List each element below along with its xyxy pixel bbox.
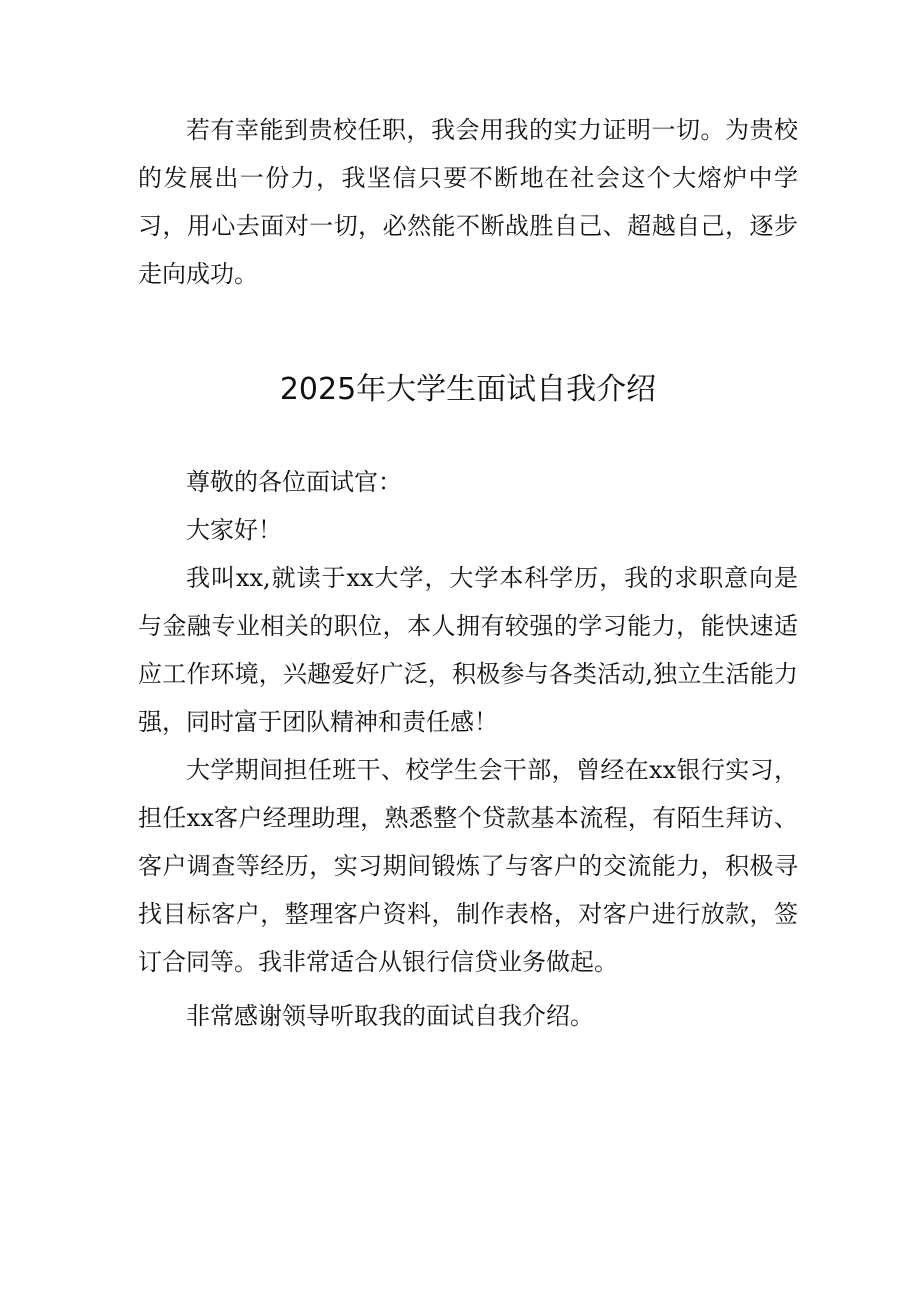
intro-paragraph: 若有幸能到贵校任职，我会用我的实力证明一切。为贵校的发展出一份力，我坚信只要不断地在社会这个大熔炉中学习，用心去面对一切，必然能不断战胜自己、超越自己，逐步走向成功。: [138, 116, 798, 288]
salutation: 尊敬的各位面试官：: [186, 468, 402, 496]
spacer: [138, 298, 798, 366]
document-page: [138, 106, 798, 1040]
document-title: 2025年大学生面试自我介绍: [279, 372, 657, 407]
closing-paragraph: 非常感谢领导听取我的面试自我介绍。: [186, 1002, 594, 1030]
greeting: 大家好！: [186, 516, 282, 544]
body-paragraph-1: 我叫xx,就读于xx大学，大学本科学历，我的求职意向是与金融专业相关的职位，本人拥有较强的学习能力，能快速适应工作环境，兴趣爱好广泛，积极参与各类活动,独立生活能力强，同时富于团队精神和责任感！: [138, 564, 798, 736]
spacer: [138, 414, 798, 458]
body-paragraph-2: 大学期间担任班干、校学生会干部，曾经在xx银行实习，担任xx客户经理助理，熟悉整个贷款基本流程，有陌生拜访、客户调查等经历，实习期间锻炼了与客户的交流能力，积极寻找目标客户，整理客户资料，制作表格，对客户进行放款，签订合同等。我非常适合从银行信贷业务做起。: [138, 756, 798, 976]
